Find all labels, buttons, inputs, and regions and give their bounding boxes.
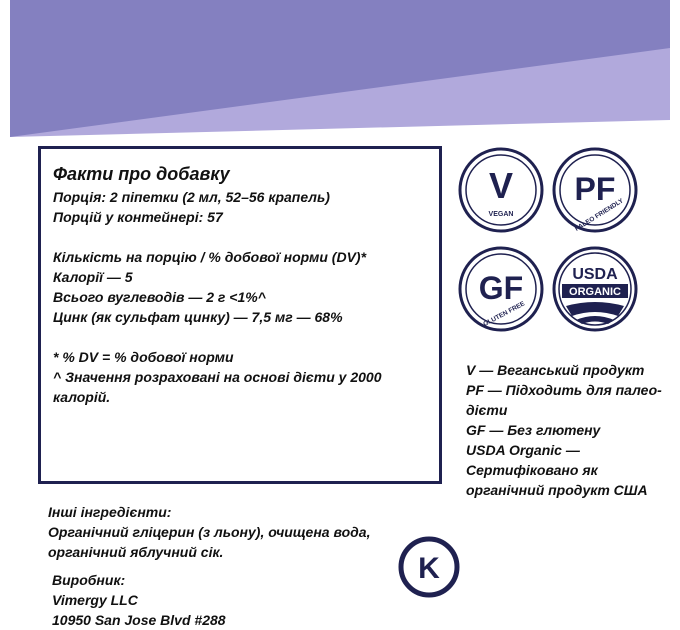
legend-usda: USDA Organic — Сертифіковано як органічний продукт США [466,442,648,498]
manufacturer-label: Виробник: [52,572,126,588]
paleo-badge-letters: PF [574,171,616,207]
facts-title: Факти про добавку [53,164,230,184]
other-ingredients [48,502,408,562]
zinc-row: Цинк (як сульфат цинку) — 7,5 мг — 68% [53,309,343,325]
header-banner [0,0,680,140]
kosher-symbol-icon [398,536,460,598]
carbs-row: Всього вуглеводів — 2 г <1%^ [53,289,266,305]
vegan-badge-icon [458,147,544,233]
usda-seal-bottom-text: ORGANIC [569,286,621,298]
legend-vegan: V — Веганський продукт [466,362,645,378]
ingredients-text: Органічний гліцерин (з льону), очищена вода, органічний яблучний сік. [48,524,371,560]
badge-legend [466,360,672,500]
gluten-badge-letters: GF [478,270,524,306]
supplement-facts-panel [38,146,442,484]
usda-seal-top-text: USDA [572,266,618,283]
calories-row: Калорії — 5 [53,269,133,285]
manufacturer-address: 10950 San Jose Blvd #288 [52,612,226,628]
kosher-letter: K [418,552,440,585]
paleo-badge-icon [552,147,638,233]
usda-organic-seal-icon [552,246,638,332]
serving-size: Порція: 2 піпетки (2 мл, 52–56 крапель) [53,189,330,205]
paleo-badge-caption: PALEO FRIENDLY [573,197,625,233]
gluten-badge-caption: GLUTEN FREE [482,300,527,329]
legend-gluten: GF — Без глютену [466,422,601,438]
manufacturer-block [52,570,352,630]
legend-paleo: PF — Підходить для палео-дієти [466,382,662,418]
ingredients-label: Інші інгредієнти: [48,504,172,520]
gluten-free-badge-icon [458,246,544,332]
manufacturer-name: Vimergy LLC [52,592,138,608]
dv-note: * % DV = % добової норми [53,349,234,365]
amount-header: Кількість на порцію / % добової норми (DV)* [53,249,367,265]
servings-per-container: Порцій у контейнері: 57 [53,209,223,225]
vegan-badge-caption: VEGAN [488,211,514,218]
vegan-badge-letter: V [488,165,514,206]
diet-note: ^ Значення розраховані на основі дієти у 2000 калорій. [53,369,382,405]
